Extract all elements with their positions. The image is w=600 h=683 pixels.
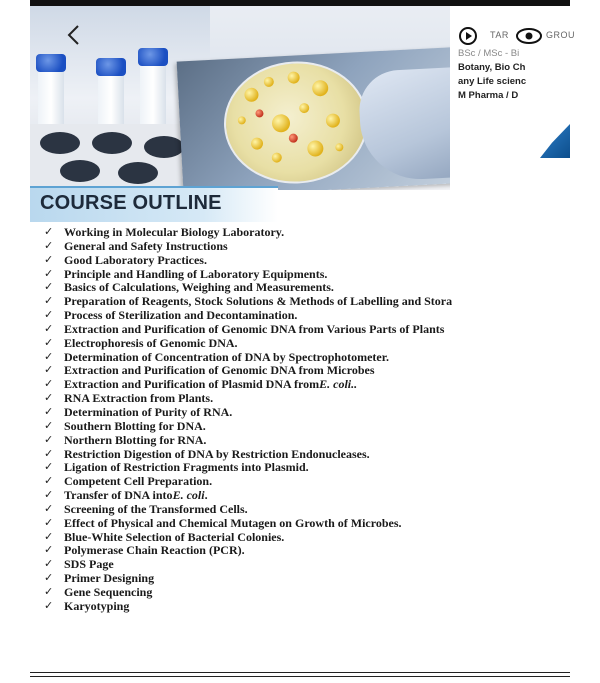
checkmark-icon: ✓ [44,364,54,377]
checkmark-icon: ✓ [44,544,54,557]
checkmark-icon: ✓ [44,572,54,585]
list-item-suffix: . [204,489,208,503]
list-item-text: Preparation of Reagents, Stock Solutions & Methods of Labelling and Stora [64,295,453,309]
list-item-text: Screening of the Transformed Cells. [64,502,248,516]
checkmark-icon: ✓ [44,267,54,280]
brand-line: Botany, Bio Ch [458,62,526,73]
list-item [44,295,570,309]
list-item [44,586,570,600]
checkmark-icon: ✓ [44,378,54,391]
checkmark-icon: ✓ [44,489,54,502]
checkmark-icon: ✓ [44,309,54,322]
list-item-text: Extraction and Purification of Genomic DNA from Various Parts of Plants [64,322,445,336]
list-item [44,489,570,503]
list-item-text: Polymerase Chain Reaction (PCR). [64,544,245,558]
checkmark-icon: ✓ [44,226,54,238]
checkmark-icon: ✓ [44,599,54,612]
list-item [44,351,570,365]
brand-icons [458,26,480,46]
chevron-left-icon [66,24,80,46]
checkmark-icon: ✓ [44,475,54,488]
list-item [44,226,570,240]
list-item-text: Extraction and Purification of Genomic DNA from Microbes [64,364,375,378]
list-item [44,434,570,448]
checkmark-icon: ✓ [44,447,54,460]
list-item-text: Southern Blotting for DNA. [64,419,206,433]
checkmark-icon: ✓ [44,419,54,432]
list-item [44,420,570,434]
list-item [44,392,570,406]
list-item [44,558,570,572]
list-item-italic: E. coli [172,489,205,503]
list-item [44,572,570,586]
list-item-text: Determination of Concentration of DNA by Spectrophotometer. [64,350,389,364]
checkmark-icon: ✓ [44,295,54,308]
list-item [44,406,570,420]
list-item-text: Blue-White Selection of Bacterial Colonies. [64,530,285,544]
list-item [44,600,570,614]
list-item-text: Karyotyping [64,599,130,613]
list-item [44,531,570,545]
list-item [44,378,570,392]
list-item [44,503,570,517]
list-item [44,268,570,282]
list-item [44,309,570,323]
divider [30,676,570,677]
petri-dish-photo [177,47,474,190]
list-item-text: Primer Designing [64,572,155,586]
list-item-text: Basics of Calculations, Weighing and Measurements. [64,281,334,295]
list-item-text: Ligation of Restriction Fragments into Plasmid. [64,461,309,475]
list-item-text: Transfer of DNA into [64,489,173,503]
checkmark-icon: ✓ [44,461,54,474]
checkmark-icon: ✓ [44,336,54,349]
brand-line: BSc / MSc - Bi [458,48,520,59]
eye-icon [515,26,543,46]
vial [140,62,166,130]
checkmark-icon: ✓ [44,239,54,252]
course-outline-header [30,186,278,222]
list-item-text: Determination of Purity of RNA. [64,405,233,419]
brand-prefix: TAR [490,30,509,40]
list-item-text: Process of Sterilization and Decontamination. [64,309,298,323]
list-item-text: Good Laboratory Practices. [64,253,207,267]
list-item-text: RNA Extraction from Plants. [64,392,214,406]
list-item-text: Northern Blotting for RNA. [64,433,207,447]
checkmark-icon: ✓ [44,253,54,266]
checkmark-icon: ✓ [44,558,54,571]
play-circle-icon[interactable] [458,26,480,46]
checkmark-icon: ✓ [44,405,54,418]
list-item-text: SDS Page [64,558,114,572]
checkmark-icon: ✓ [44,433,54,446]
list-item [44,364,570,378]
list-item-text: Restriction Digestion of DNA by Restriction Endonucleases. [64,447,370,461]
list-item-text: Extraction and Purification of Plasmid DNA from [64,378,320,392]
list-item [44,448,570,462]
list-item-text: Principle and Handling of Laboratory Equipments. [64,267,328,281]
checkmark-icon: ✓ [44,530,54,543]
checkmark-icon: ✓ [44,281,54,294]
list-item-text: General and Safety Instructions [64,239,228,253]
list-item-text: Working in Molecular Biology Laboratory. [64,226,285,239]
list-item [44,323,570,337]
list-item-text: Electrophoresis of Genomic DNA. [64,336,238,350]
list-item [44,254,570,268]
checkmark-icon: ✓ [44,350,54,363]
list-item-text: Gene Sequencing [64,585,153,599]
list-item [44,544,570,558]
list-item-text: Effect of Physical and Chemical Mutagen on Growth of Microbes. [64,516,402,530]
petri-dish [221,58,371,187]
list-item [44,517,570,531]
checkmark-icon: ✓ [44,502,54,515]
checkmark-icon: ✓ [44,585,54,598]
list-item-text: Competent Cell Preparation. [64,475,213,489]
list-item [44,337,570,351]
checkmark-icon: ✓ [44,392,54,405]
list-item [44,281,570,295]
list-item-italic: E. coli.. [319,378,358,392]
list-item [44,461,570,475]
divider [30,672,570,673]
page-title: COURSE OUTLINE [40,192,222,214]
list-item [44,240,570,254]
checkmark-icon: ✓ [44,516,54,529]
course-outline-list [44,226,570,614]
brand-suffix: GROU [546,30,575,40]
brand-line: any Life scienc [458,76,527,87]
back-button[interactable] [60,22,86,48]
list-item [44,475,570,489]
brand-line: M Pharma / D [458,90,519,101]
checkmark-icon: ✓ [44,322,54,335]
